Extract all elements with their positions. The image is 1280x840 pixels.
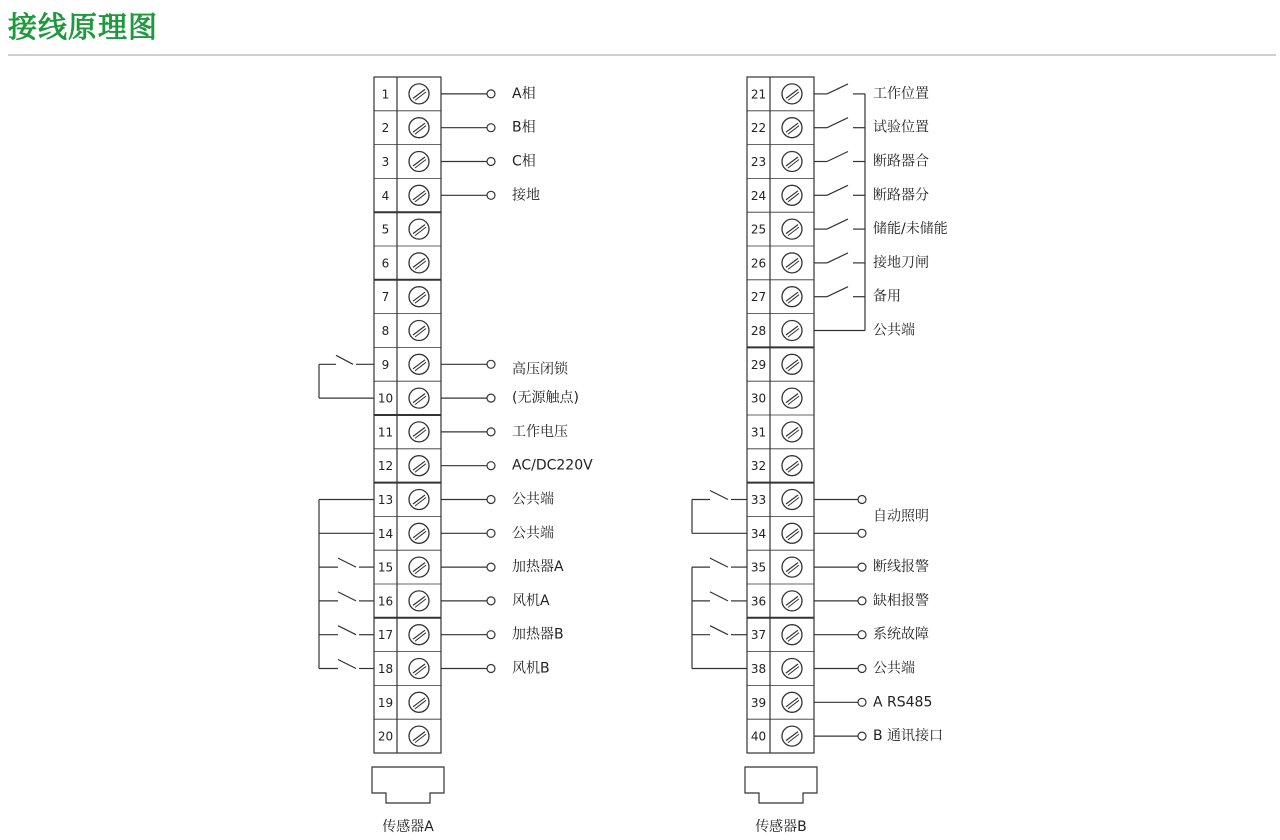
relay-blade [338, 558, 356, 567]
terminal-number: 40 [750, 729, 767, 744]
contact-blade [336, 355, 353, 364]
terminal-number: 21 [750, 87, 767, 102]
contact-blade [827, 287, 848, 297]
terminal-number: 27 [750, 290, 767, 305]
terminal-circle [858, 631, 866, 639]
terminal-label: A相 [512, 85, 536, 102]
terminal-label: A RS485 [873, 694, 933, 711]
contact-blade [827, 219, 848, 229]
relay-blade [338, 592, 356, 601]
terminal-number: 15 [377, 560, 394, 575]
terminal-number: 20 [377, 729, 394, 744]
terminal-label: 风机A [512, 592, 550, 609]
terminal-number: 18 [377, 662, 394, 676]
terminal-number: 13 [377, 493, 394, 507]
terminal-label: C相 [512, 153, 536, 170]
terminal-label: 储能/未储能 [873, 221, 948, 238]
terminal-label: 加热器B [512, 626, 564, 643]
terminal-circle [858, 732, 866, 740]
terminal-number: 23 [750, 155, 767, 169]
terminal-label: 公共端 [512, 491, 554, 508]
terminal-label: B 通讯接口 [873, 728, 944, 745]
terminal-circle [487, 191, 495, 199]
terminal-circle [487, 428, 495, 436]
terminal-number: 10 [377, 391, 394, 406]
connector-icon [372, 767, 444, 803]
terminal-number: 38 [750, 662, 767, 676]
terminal-circle [487, 496, 495, 504]
terminal-circle [487, 597, 495, 605]
relay-blade [710, 626, 728, 635]
terminal-number: 9 [381, 357, 390, 372]
terminal-label: AC/DC220V [512, 457, 593, 474]
terminal-circle [487, 394, 495, 402]
relay-blade [338, 660, 356, 669]
terminal-number: 36 [750, 594, 767, 609]
relay-blade [710, 592, 728, 601]
terminal-number: 32 [750, 459, 767, 474]
terminal-label: 缺相报警 [873, 592, 929, 609]
terminal-number: 16 [377, 594, 394, 609]
terminal-number: 28 [750, 324, 767, 338]
terminal-label: 系统故障 [873, 626, 929, 643]
terminal-number: 26 [750, 256, 767, 271]
terminal-circle [487, 631, 495, 639]
terminal-label: 备用 [873, 288, 901, 305]
terminal-label: 风机B [512, 660, 550, 677]
terminal-number: 25 [750, 222, 767, 237]
terminal-circle [487, 462, 495, 470]
terminal-number: 31 [750, 425, 767, 440]
terminal-number: 33 [750, 493, 767, 507]
terminal-number: 24 [750, 188, 767, 203]
terminal-label: 公共端 [873, 322, 915, 339]
terminal-circle [487, 90, 495, 98]
terminal-circle [858, 698, 866, 706]
terminal-circle [858, 597, 866, 605]
terminal-label: 公共端 [873, 660, 915, 677]
terminal-number: 29 [750, 357, 767, 372]
sensor-name: 传感器A [382, 819, 434, 835]
terminal-label: 工作位置 [873, 85, 929, 102]
terminal-circle [858, 529, 866, 537]
terminal-number: 19 [377, 695, 394, 710]
contact-blade [827, 185, 848, 195]
terminal-number: 6 [381, 256, 390, 271]
terminal-number: 30 [750, 391, 767, 406]
terminal-label: 高压闭锁 [512, 361, 568, 378]
terminal-label: 试验位置 [873, 119, 929, 136]
terminal-circle [487, 124, 495, 132]
terminal-number: 7 [381, 290, 390, 305]
blockA-terminal-block [372, 77, 444, 835]
terminal-label: 公共端 [512, 525, 554, 542]
terminal-circle [858, 665, 866, 673]
terminal-number: 14 [377, 526, 394, 541]
terminal-number: 1 [381, 87, 390, 102]
contact-blade [827, 84, 848, 94]
terminal-number: 35 [750, 560, 767, 575]
contact-blade [827, 152, 848, 162]
terminal-number: 2 [381, 121, 390, 136]
page-title: 接线原理图 [8, 10, 159, 44]
terminal-number: 8 [381, 324, 390, 338]
relay-blade [710, 558, 728, 567]
terminal-circle [487, 665, 495, 673]
terminal-number: 17 [377, 628, 394, 643]
terminal-label: 接地 [512, 187, 540, 204]
connector-icon [745, 767, 817, 803]
terminal-label: B相 [512, 119, 536, 136]
terminal-circle [487, 360, 495, 368]
terminal-label: 断线报警 [873, 559, 929, 576]
terminal-number: 4 [381, 188, 390, 203]
terminal-circle [858, 496, 866, 504]
terminal-label: 断路器分 [873, 187, 929, 204]
terminal-label: 接地刀闸 [873, 254, 929, 271]
terminal-circle [487, 529, 495, 537]
terminal-number: 11 [377, 425, 394, 440]
terminal-label: 自动照明 [873, 508, 929, 525]
terminal-label: 加热器A [512, 559, 564, 576]
terminal-number: 3 [381, 155, 390, 169]
terminal-number: 34 [750, 526, 767, 541]
contact-blade [710, 491, 728, 500]
terminal-number: 5 [381, 222, 390, 237]
terminal-label: (无源触点) [512, 390, 579, 407]
terminal-number: 12 [377, 459, 394, 474]
sensor-name: 传感器B [755, 819, 807, 835]
terminal-number: 39 [750, 695, 767, 710]
terminal-circle [487, 158, 495, 166]
blockB-terminal-block [745, 77, 817, 835]
terminal-number: 22 [750, 121, 767, 136]
terminal-number: 37 [750, 628, 767, 643]
terminal-circle [487, 563, 495, 571]
terminal-label: 断路器合 [873, 153, 929, 170]
terminal-label: 工作电压 [512, 423, 568, 440]
contact-blade [827, 118, 848, 128]
terminal-circle [858, 563, 866, 571]
relay-blade [338, 626, 356, 635]
contact-blade [827, 253, 848, 263]
